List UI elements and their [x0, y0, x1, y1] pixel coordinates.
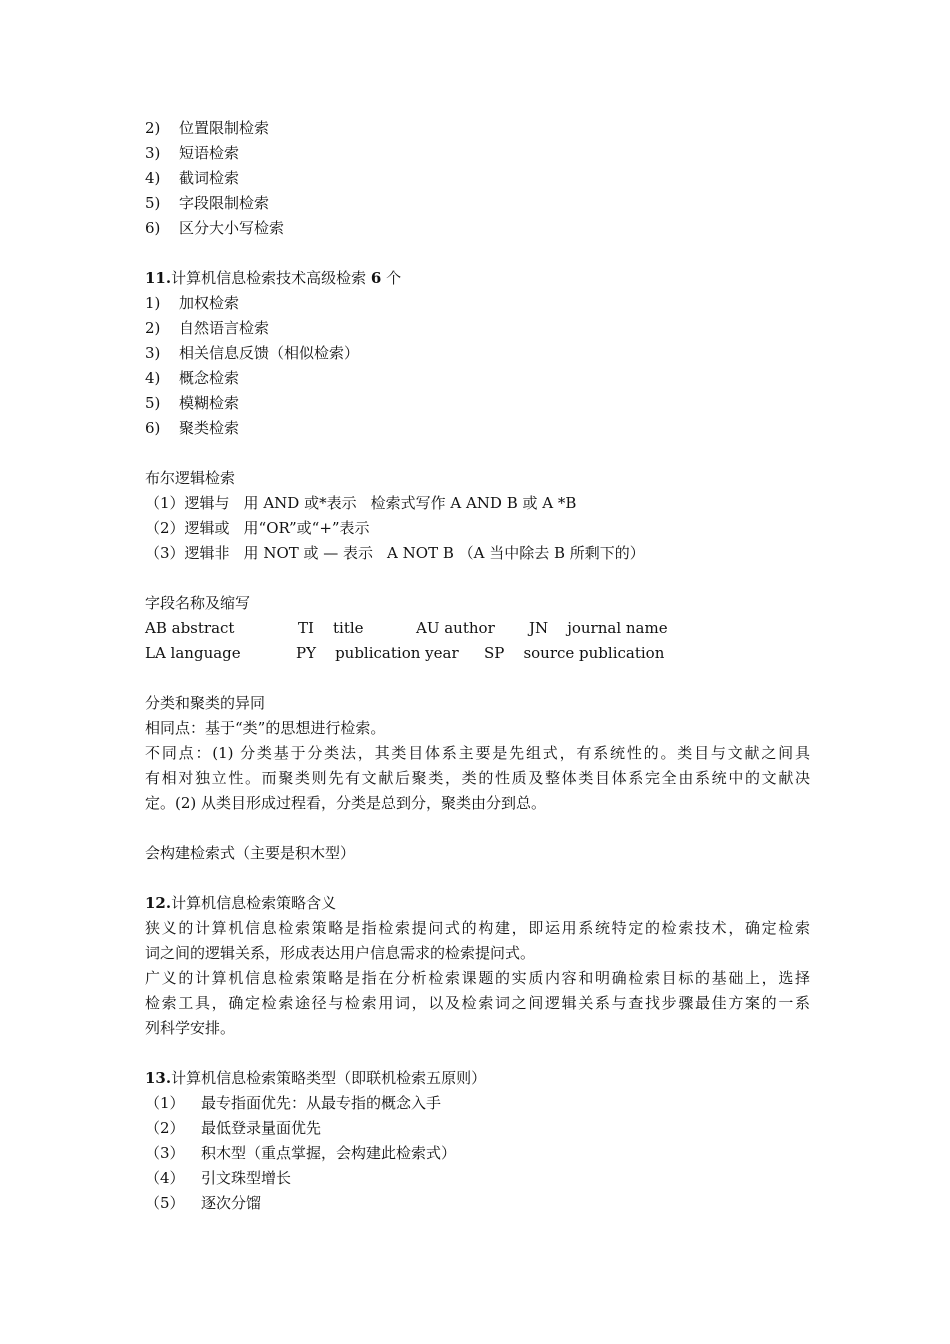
classify-diff-paragraph: 不同点：(1) 分类基于分类法，其类目体系主要是先组式，有系统性的。类目与文献之间具 有相对独立性。而聚类则先有文献后聚类，类的性质及整体类目体系完全由系统中的文献决 定。(2) 从类目形成过程看，分类是总到分，聚类由分到总。 — [145, 744, 810, 812]
list-item: （5） 逐次分馏 — [145, 1194, 262, 1212]
list-item: 4) 截词检索 — [145, 169, 240, 187]
search-type-list — [145, 116, 810, 241]
document-content — [145, 116, 810, 1216]
boolean-heading: 布尔逻辑检索 — [145, 469, 236, 487]
fields-heading: 字段名称及缩写 — [145, 594, 251, 612]
list-item: （1） 最专指面优先：从最专指的概念入手 — [145, 1094, 442, 1112]
boolean-list — [145, 491, 810, 566]
list-item: 2) 位置限制检索 — [145, 119, 270, 137]
section-11-heading: 11.计算机信息检索技术高级检索 6 个 — [145, 269, 402, 287]
boolean-line: （1）逻辑与 用 AND 或*表示 检索式写作 A AND B 或 A *B — [145, 494, 577, 512]
fields-row: AB abstract TI title AU author JN journal name — [145, 619, 668, 637]
build-query-note: 会构建检索式（主要是积木型） — [145, 844, 356, 862]
fields-row: LA language PY publication year SP source publication — [145, 644, 665, 662]
list-item: 4) 概念检索 — [145, 369, 240, 387]
classify-same: 相同点：基于“类”的思想进行检索。 — [145, 719, 386, 737]
advanced-search-list — [145, 291, 810, 441]
list-item: 3) 相关信息反馈（相似检索） — [145, 344, 360, 362]
section-12-heading: 12.计算机信息检索策略含义 — [145, 894, 337, 912]
list-item: （2） 最低登录量面优先 — [145, 1119, 322, 1137]
list-item: 2) 自然语言检索 — [145, 319, 270, 337]
list-item: 6) 区分大小写检索 — [145, 219, 285, 237]
list-item: 1) 加权检索 — [145, 294, 240, 312]
classify-heading: 分类和聚类的异同 — [145, 694, 266, 712]
list-item: 5) 字段限制检索 — [145, 194, 270, 212]
list-item: 5) 模糊检索 — [145, 394, 240, 412]
broad-definition-paragraph: 广义的计算机信息检索策略是指在分析检索课题的实质内容和明确检索目标的基础上，选择 检索工具，确定检索途径与检索用词，以及检索词之间逻辑关系与查找步骤最佳方案的一系 列科学安排。 — [145, 969, 810, 1037]
boolean-line: （3）逻辑非 用 NOT 或 — 表示 A NOT B （A 当中除去 B 所剩下的） — [145, 544, 645, 562]
list-item: （3） 积木型（重点掌握，会构建此检索式） — [145, 1144, 457, 1162]
narrow-definition-paragraph: 狭义的计算机信息检索策略是指检索提问式的构建，即运用系统特定的检索技术，确定检索 词之间的逻辑关系，形成表达用户信息需求的检索提问式。 — [145, 919, 810, 962]
list-item: （4） 引文珠型增长 — [145, 1169, 292, 1187]
boolean-line: （2）逻辑或 用“OR”或“+”表示 — [145, 519, 370, 537]
list-item: 6) 聚类检索 — [145, 419, 240, 437]
section-13-heading: 13.计算机信息检索策略类型（即联机检索五原则） — [145, 1069, 487, 1087]
strategy-type-list — [145, 1091, 810, 1216]
list-item: 3) 短语检索 — [145, 144, 240, 162]
